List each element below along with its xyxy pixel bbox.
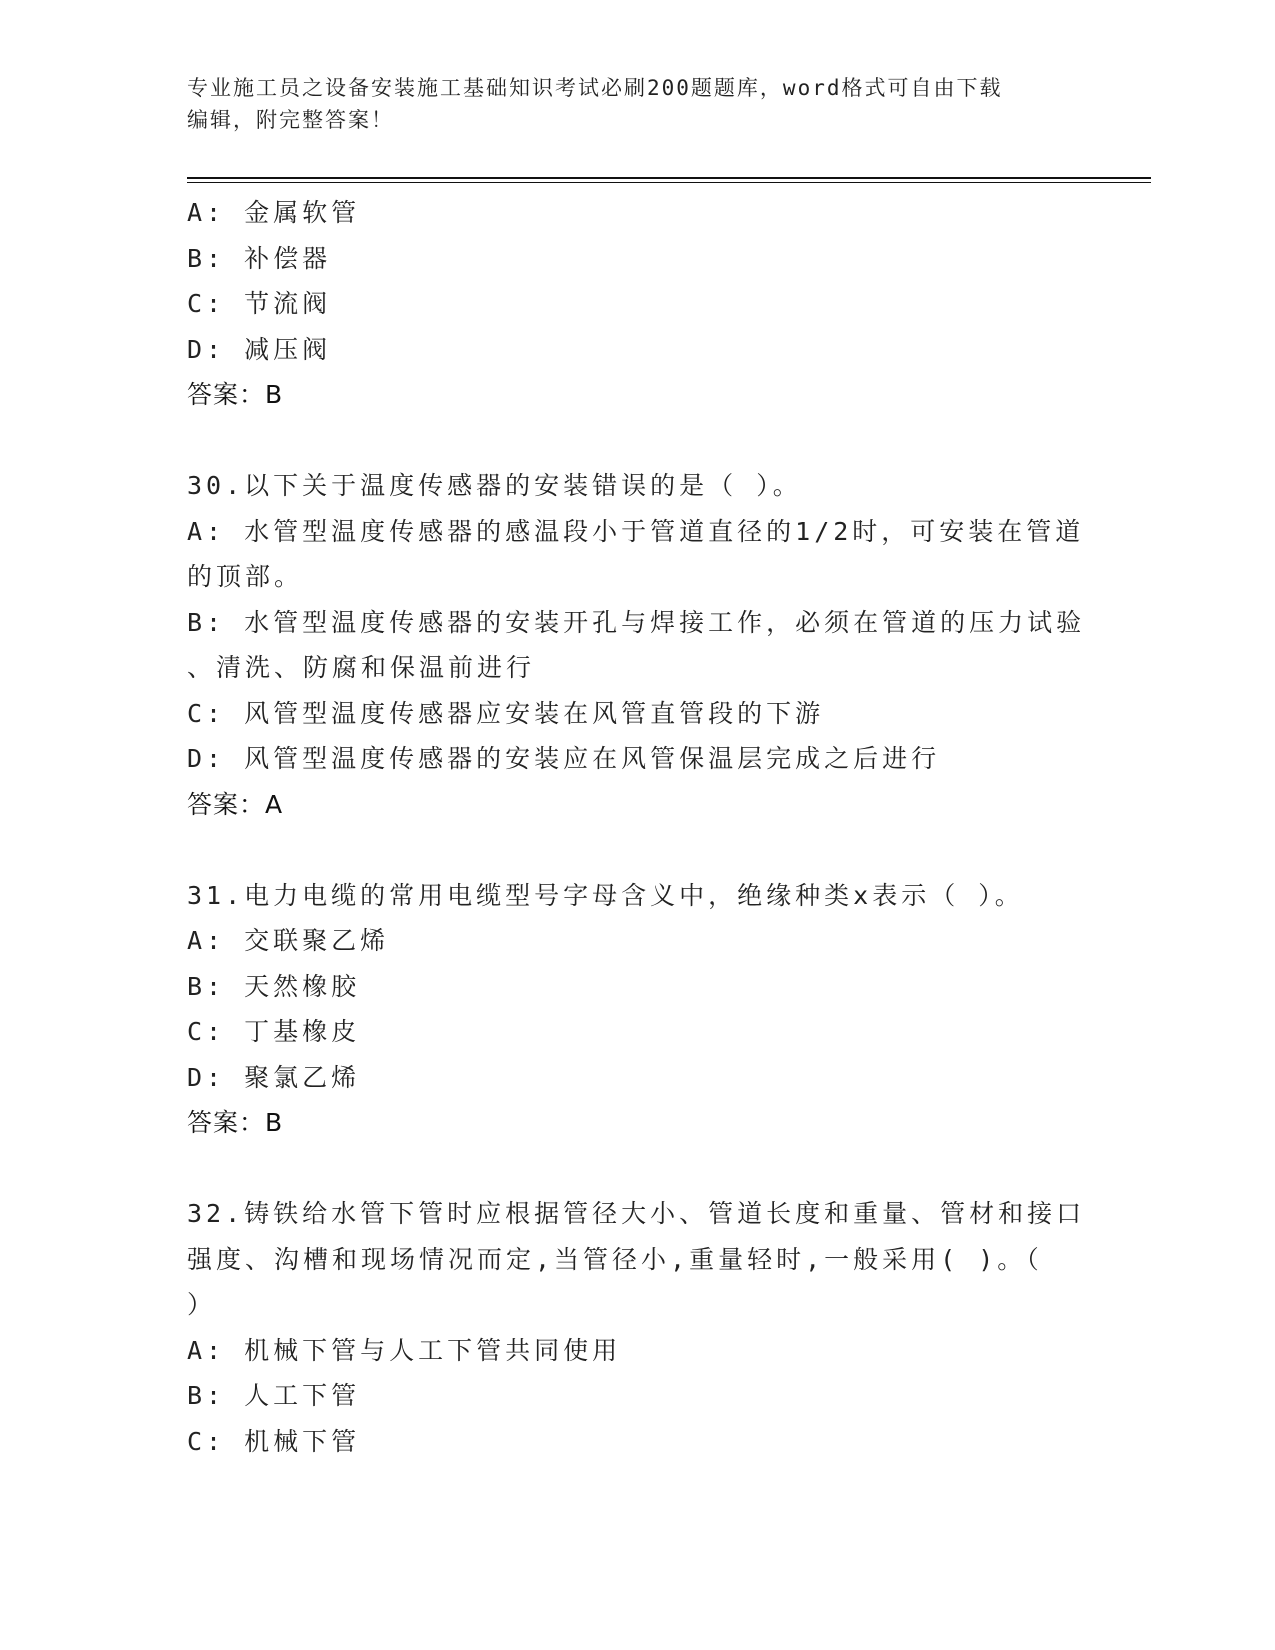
option-c: C: 风管型温度传感器应安装在风管直管段的下游 [187, 698, 825, 728]
option-a-line-1: A: 水管型温度传感器的感温段小于管道直径的1/2时，可安装在管道 [187, 516, 1085, 546]
answer-label: 答案：B [187, 380, 284, 409]
option-a: A: 金属软管 [187, 198, 361, 227]
option-d: D: 减压阀 [187, 334, 332, 364]
document-header [187, 72, 1067, 136]
question-stem: 30.以下关于温度传感器的安装错误的是（ ）。 [187, 471, 802, 500]
question-32 [187, 1191, 1087, 1464]
question-30 [187, 463, 1087, 827]
option-d: D: 风管型温度传感器的安装应在风管保温层完成之后进行 [187, 744, 941, 773]
option-b: B: 天然橡胶 [187, 971, 361, 1001]
question-31 [187, 873, 1087, 1146]
spacer [187, 827, 1087, 873]
option-a: A: 交联聚乙烯 [187, 926, 390, 955]
question-stem-line-2: 强度、沟槽和现场情况而定,当管径小,重量轻时,一般采用( )。（ [187, 1244, 1043, 1274]
question-stem-line-3: ） [187, 1290, 217, 1319]
option-a: A: 机械下管与人工下管共同使用 [187, 1335, 622, 1365]
question-stem-line-1: 32.铸铁给水管下管时应根据管径大小、管道长度和重量、管材和接口 [187, 1199, 1086, 1228]
option-b-line-2: 、清洗、防腐和保温前进行 [187, 653, 536, 682]
spacer [187, 418, 1087, 464]
option-b-line-1: B: 水管型温度传感器的安装开孔与焊接工作，必须在管道的压力试验 [187, 607, 1086, 637]
question-content [187, 190, 1087, 1464]
option-b: B: 人工下管 [187, 1381, 361, 1410]
question-stem: 31.电力电缆的常用电缆型号字母含义中，绝缘种类x表示（ ）。 [187, 880, 1024, 910]
option-c: C: 丁基橡皮 [187, 1017, 361, 1046]
option-c: C: 机械下管 [187, 1426, 361, 1456]
header-title-line-2: 编辑，附完整答案！ [187, 108, 394, 132]
header-divider-thin [187, 182, 1151, 183]
header-title-line-1: 专业施工员之设备安装施工基础知识考试必刷200题题库，word格式可自由下载 [187, 76, 1003, 100]
option-b: B: 补偿器 [187, 243, 332, 273]
option-c: C: 节流阀 [187, 289, 332, 318]
option-a-line-2: 的顶部。 [187, 562, 304, 591]
spacer [187, 1146, 1087, 1192]
header-divider-thick [187, 177, 1151, 179]
question-29-continuation [187, 190, 1087, 418]
option-d: D: 聚氯乙烯 [187, 1062, 361, 1092]
answer-label: 答案：A [187, 789, 284, 819]
answer-label: 答案：B [187, 1108, 284, 1137]
